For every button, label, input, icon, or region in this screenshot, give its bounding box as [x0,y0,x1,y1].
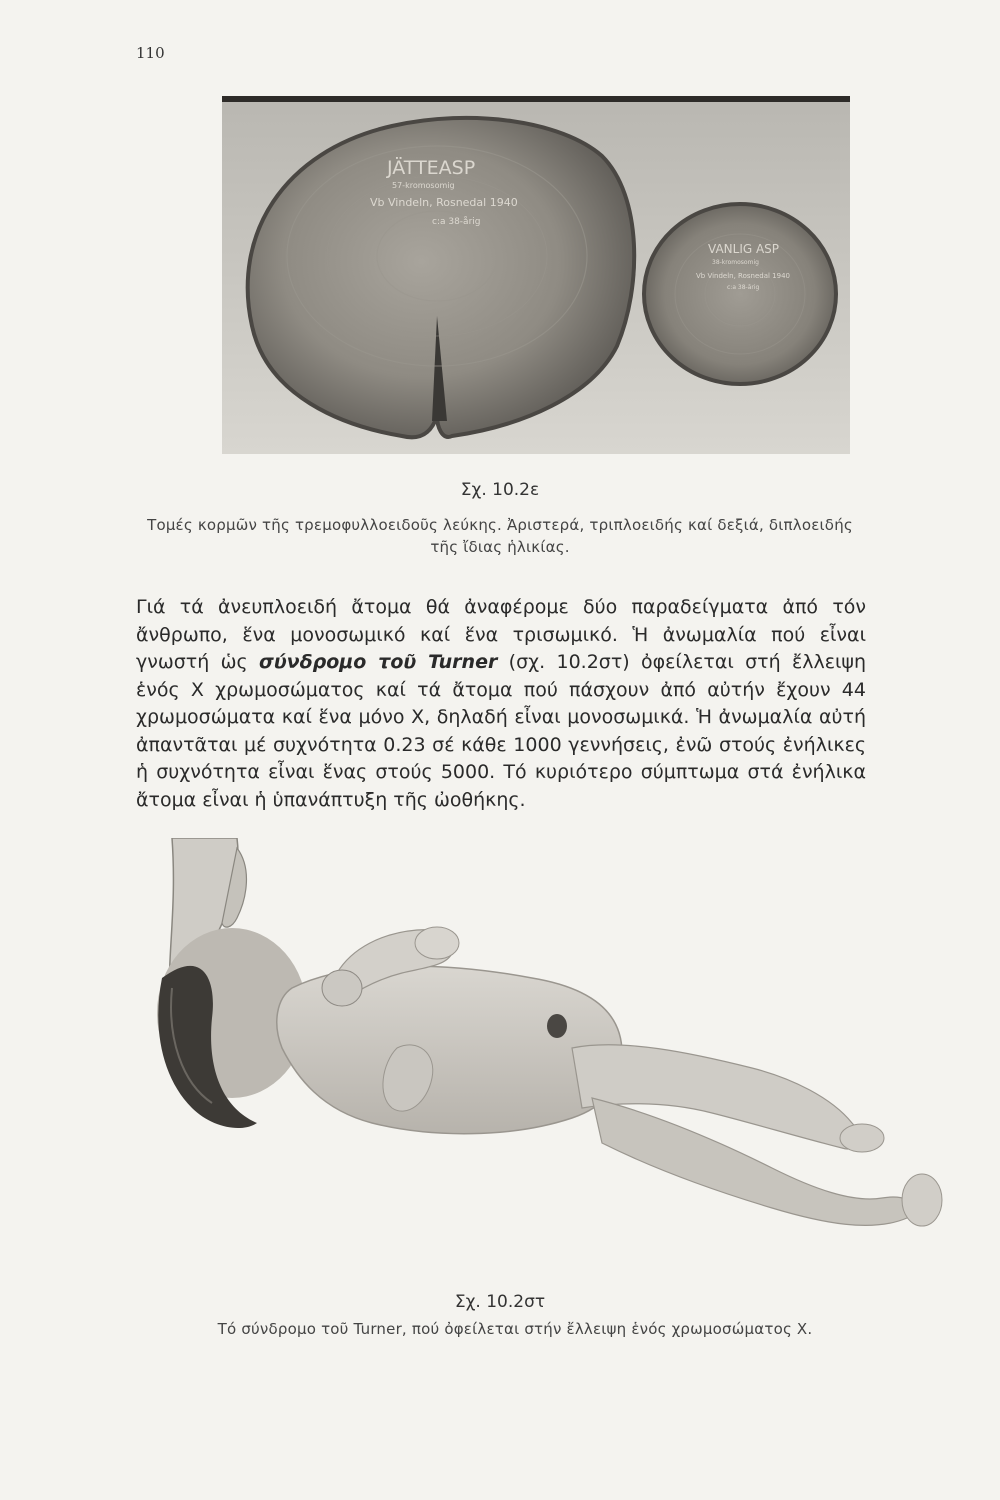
left-disc-label-1: JÄTTEASP [387,157,476,179]
right-disc-label-3: Vb Vindeln, Rosnedal 1940 [696,272,790,280]
figure-caption-10-2e: Τομές κορμῶν τῆς τρεμοφυλλοειδοῦς λεύκης. Ἀριστερά, τριπλοειδής καί δεξιά, διπλοειδής τῆς ἴδιας ἡλικίας. [147,516,853,556]
body-paragraph [136,594,866,814]
page-number: 110 [136,44,165,62]
body-text-part-2: (σχ. 10.2στ) ὀφείλεται στή ἔλλειψη ἑνός X χρωμοσώματος καί τά ἄτομα πού πάσχουν ἀπό αὐτήν ἔχουν 44 χρωμοσώματα καί ἕνα μόνο X, δηλαδή εἶναι μονοσωμικά. Ἡ ἀνωμαλία αὐτή ἀπαντᾶται μέ συχνότητα 0.23 σέ κάθε 1000 γεννήσεις, ἐνῶ στούς ἐνήλικες ἡ συχνότητα εἶναι ἕνας στούς 5000. Τό κυριότερο σύμπτωμα στά ἐνήλικα ἄτομα εἶναι ἡ ὑπανάπτυξη τῆς ὠοθήκης. [136,651,866,811]
triploid-trunk-section [248,118,635,437]
left-disc-label-4: c:a 38-årig [432,217,481,227]
left-disc-label-3: Vb Vindeln, Rosnedal 1940 [370,196,518,209]
body-text-part-1: Γιά τά ἀνευπλοειδή ἄτομα θά ἀναφέρομε δύο παραδείγματα ἀπό τόν ἄνθρωπο, ἕνα μονοσωμικό καί ἕνα τρισωμικό. Ἡ ἀνωμαλία πού εἶναι γνωστή ὡς [136,596,866,673]
left-disc-label-2: 57-kromosomig [392,181,455,190]
right-disc-label-2: 38-kromosomig [712,259,759,266]
diploid-trunk-section [644,204,836,384]
right-disc-label-4: c:a 38-årig [727,284,760,291]
tree-sections-photo [222,96,850,454]
figure-label-10-2st: Σχ. 10.2στ [454,1292,546,1312]
figure-caption-10-2st: Τό σύνδρομο τοῦ Turner, πού ὀφείλεται στήν ἔλλειψη ἑνός χρωμοσώματος X. [217,1320,813,1338]
figure-label-10-2e: Σχ. 10.2ε [460,480,540,500]
turner-syndrome-term: σύνδρομο τοῦ Turner [259,651,498,673]
turner-syndrome-infant-photo [152,838,952,1270]
right-disc-label-1: VANLIG ASP [708,242,780,256]
